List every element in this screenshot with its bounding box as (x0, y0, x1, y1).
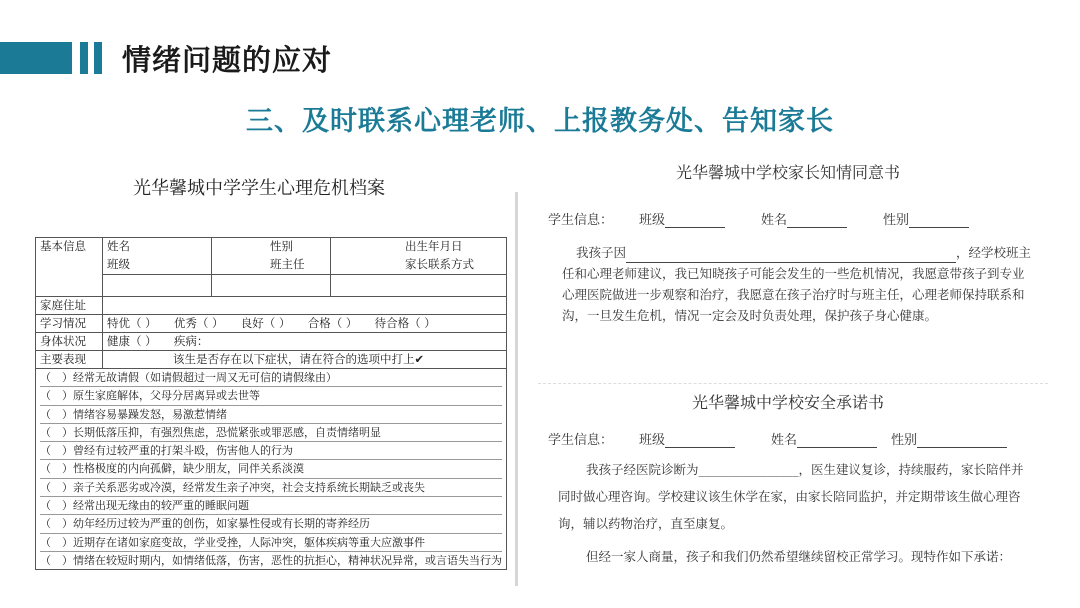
table-row (36, 369, 507, 570)
crisis-file-table (35, 237, 507, 570)
safety-pledge-document (528, 388, 1048, 588)
pledge-student-info (528, 429, 1048, 448)
list-item: （ ）幼年经历过较为严重的创伤，如家暴性侵或有长期的寄养经历 (40, 515, 502, 533)
list-item: （ ）原生家庭解体，父母分居离异或去世等 (40, 387, 502, 405)
list-item: （ ）经常无故请假（如请假超过一周又无可信的请假缘由） (40, 369, 502, 387)
consent-paragraph: 我孩子因 ，经学校班主任和心理老师建议，我已知晓孩子可能会发生的一些危机情况，我愿意带孩子到专业心理医院做进一步观察和治疗，我愿意在孩子治疗时与班主任，心理老师保持联系和沟，一旦发生危机，情况一定会及时负责处理，保护孩子身心健康。 (562, 245, 1032, 323)
table-row (36, 275, 507, 297)
gender-blank (909, 213, 969, 228)
list-item: （ ）情绪容易暴躁发怒，易激惹情绪 (40, 406, 502, 424)
consent-title: 光华馨城中学校家长知情同意书 (675, 163, 900, 182)
name-blank (787, 213, 847, 228)
main-performance-label: 主要表现 (36, 351, 103, 369)
list-item: （ ）情绪在较短时期内，如情绪低落，伤害，恶性的抗拒心，精神状况异常，或言语失当行为 (40, 553, 502, 567)
basic-info-label: 基本信息 (36, 238, 103, 297)
class-label: 班级 (639, 213, 666, 228)
class-label: 班级 (639, 433, 666, 448)
slide-title: 情绪问题的应对 (122, 43, 333, 77)
header-accent-stripe (94, 42, 102, 74)
list-item: （ ）近期存在诸如家庭变故，学业受挫，人际冲突，躯体疾病等重大应激事件 (40, 534, 502, 552)
home-address-label: 家庭住址 (36, 297, 103, 315)
table-row (36, 333, 507, 351)
slide-subtitle: 三、及时联系心理老师、上报教务处、告知家长 (246, 106, 834, 137)
pledge-paragraph: 我孩子经医院诊断为________________，医生建议复诊，持续服药，家长陪伴并同时做心理咨询。学校建议该生休学在家，由家长陪同监护，并定期带该生做心理咨询，辅以药物治疗，直至康复。 (558, 462, 1024, 531)
parent-consent-document (528, 158, 1048, 380)
pledge-title: 光华馨城中学校安全承诺书 (691, 393, 884, 412)
consent-student-info (528, 209, 1048, 228)
list-item: （ ）经常出现无缘由的较严重的睡眠问题 (40, 497, 502, 515)
student-info-label: 学生信息： (548, 433, 614, 448)
header-accent-stripe (80, 42, 88, 74)
table-row (36, 238, 507, 275)
main-performance-text: 该生是否存在以下症状，请在符合的选项中打上✔ (103, 351, 507, 369)
document-separator (538, 383, 1048, 385)
health-label: 身体状况 (36, 333, 103, 351)
table-row (36, 351, 507, 369)
student-info-label: 学生信息： (548, 213, 614, 228)
name-cell: 姓名 班级 (103, 238, 212, 275)
study-label: 学习情况 (36, 315, 103, 333)
gender-cell: 性别 班主任 (212, 238, 331, 275)
gender-label: 性别 (891, 433, 918, 448)
name-blank (797, 433, 877, 448)
crisis-file-title: 光华馨城中学学生心理危机档案 (133, 178, 385, 199)
name-label: 姓名 (761, 213, 788, 228)
study-options: 特优（ ） 优秀（ ） 良好（ ） 合格（ ） 待合格（ ） (103, 315, 507, 333)
header-accent-bar (0, 42, 72, 74)
gender-blank (917, 433, 1007, 448)
birthdate-cell: 出生年月日 家长联系方式 (331, 238, 507, 275)
list-item: （ ）亲子关系恶劣或冷漠，经常发生亲子冲突，社会支持系统长期缺乏或丧失 (40, 479, 502, 497)
name-label: 姓名 (771, 433, 798, 448)
reason-blank (626, 248, 956, 263)
class-blank (665, 213, 725, 228)
table-row (36, 315, 507, 333)
crisis-file-document (28, 162, 502, 567)
symptom-checklist (36, 369, 507, 570)
list-item: （ ）性格极度的内向孤僻，缺少朋友，同伴关系淡漠 (40, 460, 502, 478)
class-blank (665, 433, 735, 448)
table-row (36, 297, 507, 315)
gender-label: 性别 (883, 213, 910, 228)
pledge-last-line: 但经一家人商量，孩子和我们仍然希望继续留校正常学习。现特作如下承诺： (586, 549, 1012, 564)
health-options: 健康（ ） 疾病： (103, 333, 507, 351)
document-divider (515, 192, 518, 586)
list-item: （ ）曾经有过较严重的打架斗殴，伤害他人的行为 (40, 442, 502, 460)
list-item: （ ）长期低落压抑，有强烈焦虑，恐慌紧张或罪恶感，自责情绪明显 (40, 424, 502, 442)
